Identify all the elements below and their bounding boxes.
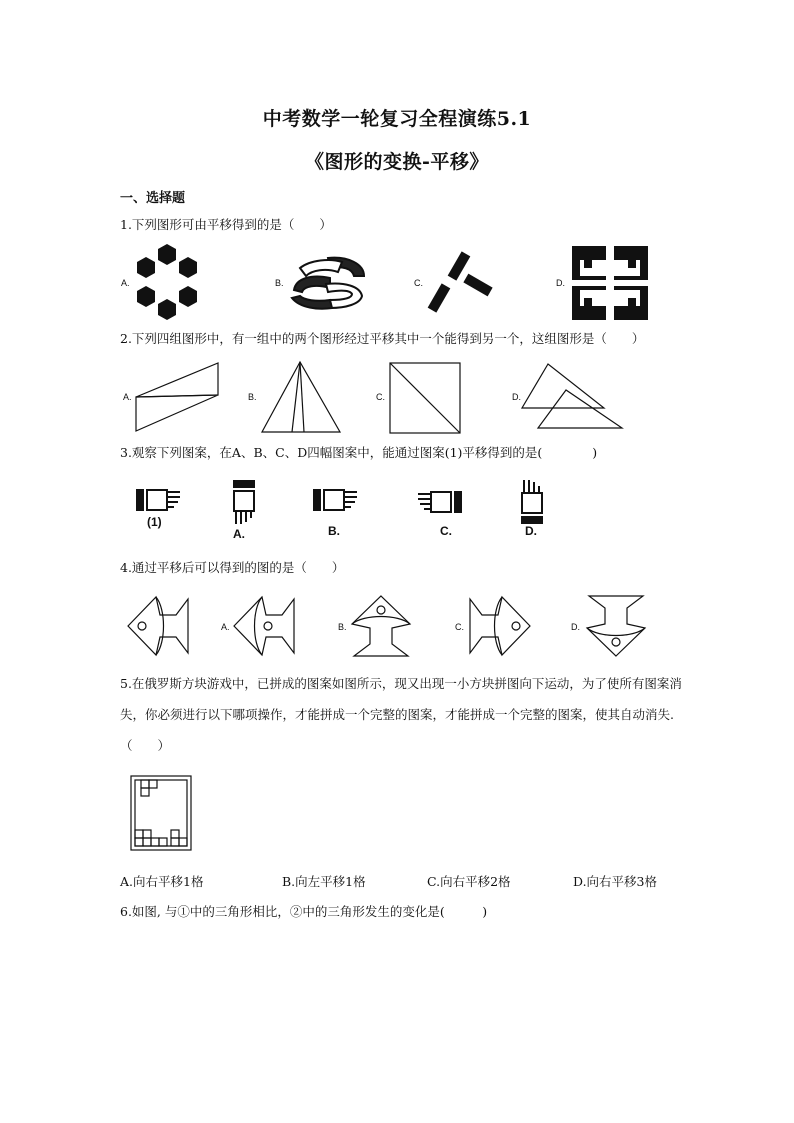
q5-option-d: D.向右平移3格 — [573, 874, 658, 889]
q1-figure-c-pinwheel — [428, 250, 492, 314]
q1-figure-a-hexagons — [136, 244, 198, 320]
q4-figure-c — [468, 595, 532, 657]
question-1-text: 1.下列图形可由平移得到的是（ ） — [120, 217, 332, 232]
q2-figure-a-triangles — [134, 361, 222, 433]
page-title: 中考数学一轮复习全程演练5.1 — [262, 108, 532, 130]
q4-figure-original — [126, 595, 190, 657]
question-2-text: 2.下列四组图形中，有一组中的两个图形经过平移其中一个能得到另一个，这组图形是（ ） — [120, 331, 645, 346]
q5-tetris-figure — [125, 774, 193, 852]
question-6-text: 6.如图, 与①中的三角形相比，②中的三角形发生的变化是( ) — [120, 904, 488, 919]
q4-figure-b — [350, 594, 412, 658]
q3-option-c-label: C. — [440, 524, 452, 538]
q1-figure-d-blocks — [572, 246, 648, 320]
question-4-text: 4.通过平移后可以得到的图的是（ ） — [120, 560, 345, 575]
q1-option-b-label: B. — [275, 278, 284, 288]
q5-option-a: A.向右平移1格 — [120, 874, 204, 889]
q2-option-c-label: C. — [376, 392, 385, 402]
q1-option-a-label: A. — [121, 278, 130, 288]
question-3-text: 3.观察下列图案，在A、B、C、D四幅图案中，能通过图案(1)平移得到的是( ) — [120, 445, 598, 460]
q4-option-b-label: B. — [338, 622, 347, 632]
q5-option-b: B.向左平移1格 — [282, 874, 366, 889]
q3-option-a-label: A. — [233, 527, 245, 541]
q1-figure-b-rings — [290, 254, 366, 312]
page-subtitle: 《图形的变换-平移》 — [305, 151, 489, 173]
q4-option-c-label: C. — [455, 622, 464, 632]
q4-figure-a — [232, 595, 296, 657]
q2-figure-b-triangles — [260, 360, 342, 434]
q3-figure-1-hand — [136, 488, 182, 514]
q4-option-a-label: A. — [221, 622, 230, 632]
q2-figure-c-square — [389, 362, 461, 434]
q2-figure-d-triangles — [520, 362, 624, 430]
section-heading: 一、选择题 — [120, 191, 186, 206]
q3-option-d-label: D. — [525, 524, 537, 538]
q1-option-c-label: C. — [414, 278, 423, 288]
q2-option-a-label: A. — [123, 392, 132, 402]
q3-option-b-label: B. — [328, 524, 340, 538]
q2-option-d-label: D. — [512, 392, 521, 402]
q4-figure-d — [585, 594, 647, 658]
q3-figure-1-label: (1) — [147, 515, 162, 529]
q3-figure-b-hand — [313, 488, 359, 514]
q3-figure-c-hand — [416, 490, 462, 516]
q3-figure-d-hand — [520, 478, 544, 524]
q3-figure-a-hand — [232, 480, 256, 526]
q2-option-b-label: B. — [248, 392, 257, 402]
q1-option-d-label: D. — [556, 278, 565, 288]
q4-option-d-label: D. — [571, 622, 580, 632]
question-5-text: 5.在俄罗斯方块游戏中，已拼成的图案如图所示，现又出现一小方块拼图向下运动，为了使所有图案消失，你必须进行以下哪项操作，才能拼成一个完整的图案，才能拼成一个完整的图案，使其自动消失.（ ） — [120, 676, 682, 753]
q5-option-c: C.向右平移2格 — [427, 874, 511, 889]
